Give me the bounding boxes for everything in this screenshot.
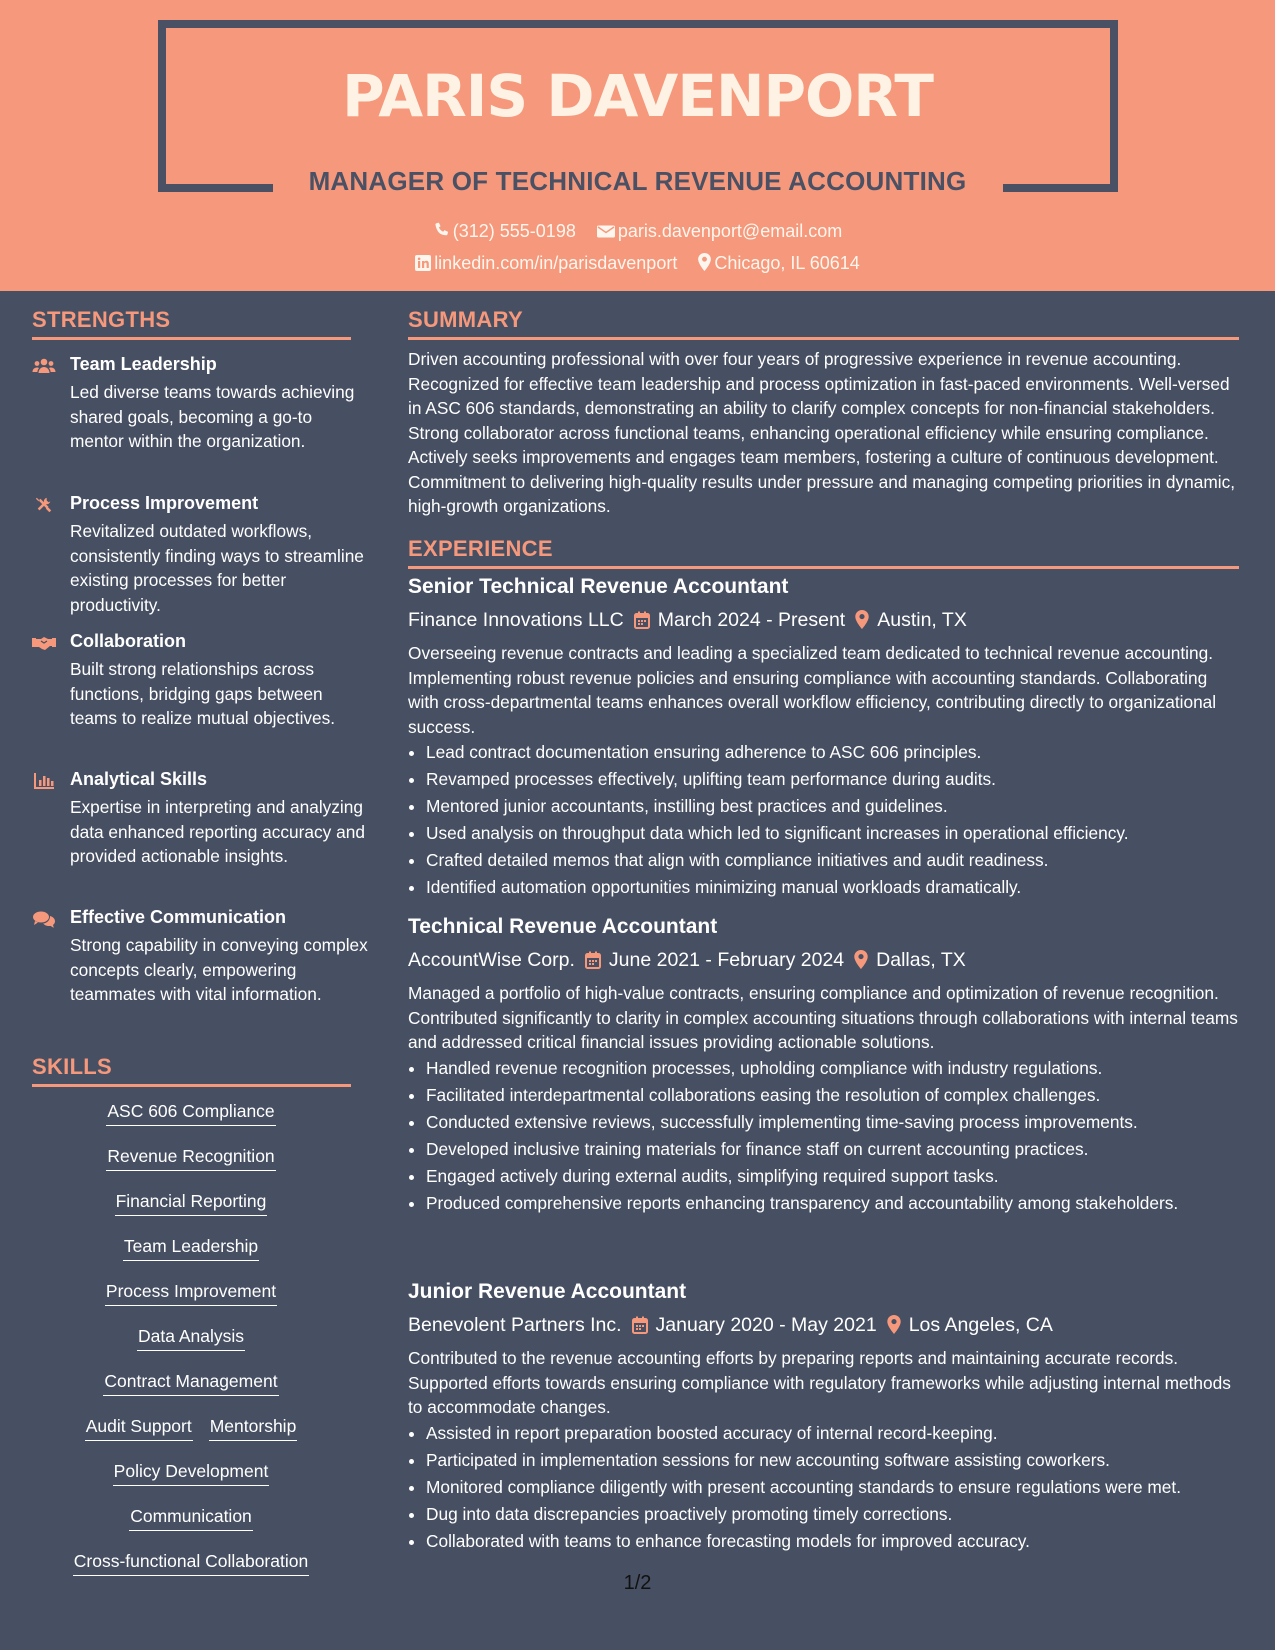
skill-tag: Team Leadership: [123, 1235, 259, 1261]
map-marker-icon: [855, 610, 869, 629]
contact-linkedin[interactable]: [415, 253, 677, 274]
email-text: paris.davenport@email.com: [617, 221, 843, 241]
strength-text: Revitalized outdated workflows, consistently finding ways to streamline existing processes for better productivity.: [70, 521, 364, 615]
contact-row-2: [0, 253, 1275, 274]
job-bullet: • Monitored compliance diligently with present accounting standards to ensure regulations were met.: [426, 1475, 1240, 1500]
job-bullet: • Crafted detailed memos that align with compliance initiatives and audit readiness.: [426, 848, 1240, 873]
handshake-icon: [32, 634, 56, 652]
strength-title: Collaboration: [70, 631, 186, 651]
summary-heading: SUMMARY: [408, 307, 523, 332]
job-company: Benevolent Partners Inc.: [408, 1314, 622, 1336]
job-bullet: • Engaged actively during external audits, simplifying required support tasks.: [426, 1164, 1240, 1189]
job-bullets: [408, 1056, 1240, 1216]
skill-tag: Process Improvement: [105, 1280, 277, 1306]
job-bullet: • Participated in implementation sessions for new accounting software assisting coworkers.: [426, 1448, 1240, 1473]
job-bullet: • Handled revenue recognition processes, upholding compliance with industry regulations.: [426, 1056, 1240, 1081]
job-bullet: • Identified automation opportunities minimizing manual workloads dramatically.: [426, 875, 1240, 900]
strength-text: Expertise in interpreting and analyzing data enhanced reporting accuracy and provided actionable insights.: [70, 797, 365, 866]
calendar-icon: [632, 1316, 648, 1334]
job-entry: [408, 1280, 1240, 1556]
job-dates: January 2020 - May 2021: [655, 1314, 877, 1336]
linkedin-icon: [415, 255, 431, 271]
summary-rule: [408, 337, 1239, 340]
strength-text: Strong capability in conveying complex concepts clearly, empowering teammates with vital information.: [70, 935, 368, 1004]
strengths-heading: STRENGTHS: [32, 307, 171, 332]
job-bullets: [408, 740, 1240, 900]
job-position-title: Junior Revenue Accountant: [408, 1280, 687, 1303]
job-title: MANAGER OF TECHNICAL REVENUE ACCOUNTING: [308, 166, 967, 196]
job-meta: [408, 945, 1240, 979]
job-bullets: [408, 1421, 1240, 1554]
strength-title: Process Improvement: [70, 493, 259, 513]
strengths-rule: [32, 337, 351, 340]
users-icon: [32, 357, 56, 375]
job-bullet: • Facilitated interdepartmental collaborations easing the resolution of complex challenges.: [426, 1083, 1240, 1108]
job-location: Dallas, TX: [876, 949, 966, 971]
linkedin-text: linkedin.com/in/parisdavenport: [434, 253, 678, 273]
contact-phone[interactable]: [433, 221, 576, 242]
summary-text: Driven accounting professional with over four years of progressive experience in revenue accounting. Recognized for effective team leadership and process optimization in fast-paced environments. Well-versed in ASC 606 standards, demonstrating an ability to clarify complex concepts for non-financial stakeholders. Strong collaborator across functional teams, enhancing operational efficiency while ensuring compliance. Actively seeks improvements and engages team members, fostering a culture of continuous development. Commitment to delivering high-quality results under pressure and managing competing priorities in dynamic, high-growth organizations.: [408, 349, 1236, 516]
job-bullet: • Developed inclusive training materials for finance staff on current accounting practices.: [426, 1137, 1240, 1162]
experience-rule: [408, 566, 1239, 569]
job-dates: June 2021 - February 2024: [608, 949, 845, 971]
strength-title: Effective Communication: [70, 907, 287, 927]
strength-text: Built strong relationships across functions, bridging gaps between teams to realize mutual objectives.: [70, 659, 336, 728]
location-text: Chicago, IL 60614: [714, 253, 860, 273]
job-company: AccountWise Corp.: [408, 949, 575, 971]
job-description: Contributed to the revenue accounting efforts by preparing reports and maintaining accurate records. Supported efforts towards ensuring compliance with regulatory frameworks while adjusting internal methods to accommodate changes.: [408, 1348, 1231, 1417]
skills-heading: SKILLS: [32, 1054, 113, 1079]
skill-tag: Revenue Recognition: [106, 1145, 275, 1171]
skill-tag: Communication: [129, 1505, 253, 1531]
job-bullet: • Conducted extensive reviews, successfully implementing time-saving process improvements.: [426, 1110, 1240, 1135]
skill-tag: ASC 606 Compliance: [106, 1100, 275, 1126]
job-position-title: Technical Revenue Accountant: [408, 915, 718, 938]
skill-tag: Cross-functional Collaboration: [73, 1550, 309, 1576]
calendar-icon: [634, 611, 650, 629]
chart-icon: [32, 772, 56, 790]
job-bullet: • Dug into data discrepancies proactively promoting timely corrections.: [426, 1502, 1240, 1527]
job-description: Managed a portfolio of high-value contracts, ensuring compliance and optimization of revenue recognition. Contributed significantly to clarity in complex accounting situations through collaborations with internal teams and addressed critical financial issues providing actionable solutions.: [408, 983, 1238, 1052]
job-bullet: • Mentored junior accountants, instilling best practices and guidelines.: [426, 794, 1240, 819]
job-bullet: • Used analysis on throughput data which led to significant increases in operational efficiency.: [426, 821, 1240, 846]
header-banner: [0, 0, 1275, 291]
experience-heading: EXPERIENCE: [408, 536, 553, 561]
phone-text: (312) 555-0198: [452, 221, 576, 241]
job-dates: March 2024 - Present: [657, 609, 846, 631]
frame-border-top: [158, 20, 1118, 28]
job-meta: [408, 1310, 1240, 1344]
skill-tag: Contract Management: [103, 1370, 278, 1396]
job-bullet: • Lead contract documentation ensuring adherence to ASC 606 principles.: [426, 740, 1240, 765]
page-number: 1/2: [623, 1572, 652, 1594]
job-meta: [408, 605, 1240, 639]
skills-list: [32, 1100, 350, 1595]
job-entry: [408, 915, 1240, 1218]
skills-rule: [32, 1084, 351, 1087]
job-location: Austin, TX: [877, 609, 967, 631]
skill-tag: Audit Support: [85, 1415, 193, 1441]
job-bullet: • Produced comprehensive reports enhancing transparency and accountability among stakeholders.: [426, 1191, 1240, 1216]
job-company: Finance Innovations LLC: [408, 609, 624, 631]
job-entry: [408, 575, 1240, 902]
contact-email[interactable]: [597, 221, 842, 242]
comments-icon: [32, 910, 56, 928]
job-position-title: Senior Technical Revenue Accountant: [408, 575, 789, 598]
contact-location: [698, 253, 859, 274]
job-bullet: • Collaborated with teams to enhance forecasting models for improved accuracy.: [426, 1529, 1240, 1554]
map-marker-icon: [887, 1315, 901, 1334]
calendar-icon: [585, 951, 601, 969]
candidate-name: PARIS DAVENPORT: [342, 62, 933, 130]
skill-tag: Financial Reporting: [115, 1190, 268, 1216]
strength-text: Led diverse teams towards achieving shared goals, becoming a go-to mentor within the organization.: [70, 382, 355, 451]
strength-title: Team Leadership: [70, 354, 217, 374]
job-location: Los Angeles, CA: [908, 1314, 1053, 1336]
envelope-icon: [597, 224, 615, 239]
skill-tag: Mentorship: [209, 1415, 298, 1441]
contact-row-1: [0, 221, 1275, 242]
job-bullet: • Assisted in report preparation boosted accuracy of internal record-keeping.: [426, 1421, 1240, 1446]
strength-title: Analytical Skills: [70, 769, 208, 789]
job-bullet: • Revamped processes effectively, uplifting team performance during audits.: [426, 767, 1240, 792]
job-description: Overseeing revenue contracts and leading a specialized team dedicated to technical revenue accounting. Implementing robust revenue policies and ensuring compliance with accounting standards. Collaborating with cross-departmental teams enhances overall workflow efficiency, contributing directly to organizational success.: [408, 643, 1217, 737]
map-marker-icon: [698, 253, 711, 271]
skill-tag: Data Analysis: [137, 1325, 245, 1351]
map-marker-icon: [854, 950, 868, 969]
tools-icon: [32, 496, 56, 514]
skill-tag: Policy Development: [113, 1460, 270, 1486]
phone-icon: [433, 222, 450, 239]
